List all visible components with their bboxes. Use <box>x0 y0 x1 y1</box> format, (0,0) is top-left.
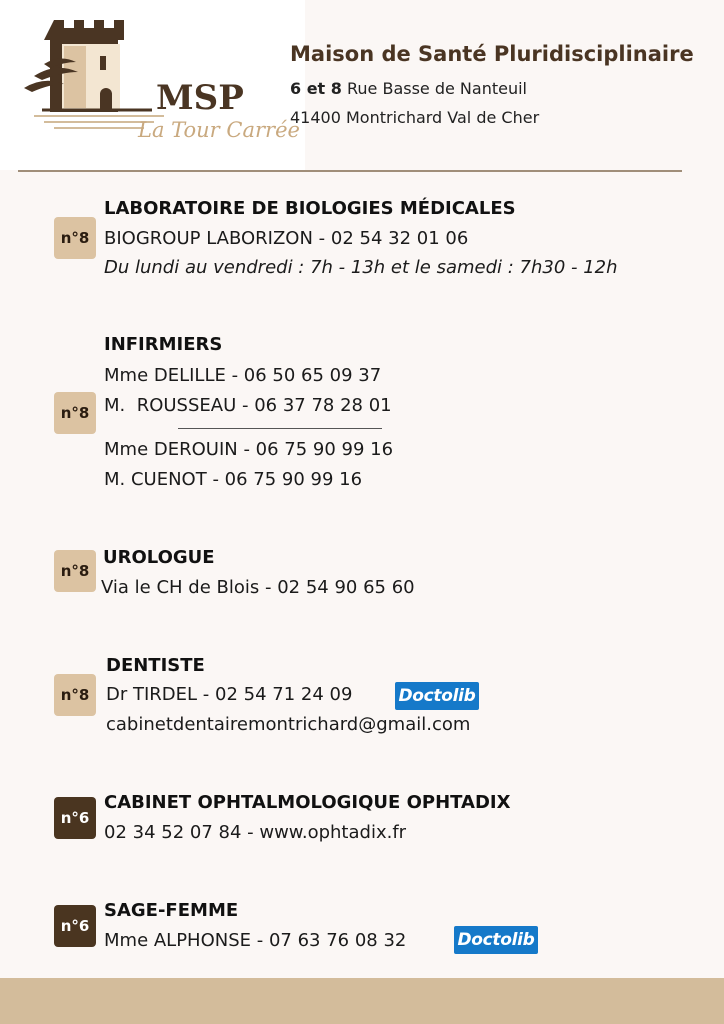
nurse-contact: M. ROUSSEAU - 06 37 78 28 01 <box>104 395 392 416</box>
logo-title: MSP <box>156 78 244 118</box>
urologist-contact: Via le CH de Blois - 02 54 90 65 60 <box>101 577 415 598</box>
nurse-contact: Mme DELILLE - 06 50 65 09 37 <box>104 365 382 386</box>
section-title-midwife: SAGE-FEMME <box>104 900 239 921</box>
building-badge-midwife: n°6 <box>54 905 96 947</box>
lab-hours: Du lundi au vendredi : 7h - 13h et le samedi : 7h30 - 12h <box>104 257 618 278</box>
building-badge-lab: n°8 <box>54 217 96 259</box>
section-title-dentist: DENTISTE <box>106 655 205 676</box>
dentist-email[interactable]: cabinetdentairemontrichard@gmail.com <box>106 714 471 735</box>
midwife-contact: Mme ALPHONSE - 07 63 76 08 32 <box>104 930 407 951</box>
address-city: 41400 Montrichard Val de Cher <box>290 108 540 127</box>
lab-contact: BIOGROUP LABORIZON - 02 54 32 01 06 <box>104 228 469 249</box>
dentist-contact: Dr TIRDEL - 02 54 71 24 09 <box>106 684 353 705</box>
doctolib-button-dentist[interactable]: Doctolib <box>395 682 479 710</box>
section-title-nurses: INFIRMIERS <box>104 334 223 355</box>
header-divider <box>18 170 682 172</box>
nurse-contact: M. CUENOT - 06 75 90 99 16 <box>104 469 363 490</box>
address-street-line <box>290 79 527 98</box>
doctolib-button-midwife[interactable]: Doctolib <box>454 926 538 954</box>
section-title-lab: LABORATOIRE DE BIOLOGIES MÉDICALES <box>104 198 516 219</box>
building-badge-urologist: n°8 <box>54 550 96 592</box>
building-badge-ophthalmology: n°6 <box>54 797 96 839</box>
address-number: 6 et 8 <box>290 79 342 98</box>
ophthalmology-contact: 02 34 52 07 84 - www.ophtadix.fr <box>104 822 407 843</box>
section-title-urologist: UROLOGUE <box>103 547 215 568</box>
address-street: Rue Basse de Nanteuil <box>341 79 527 98</box>
footer-bar <box>0 978 724 1024</box>
section-title-ophthalmology: CABINET OPHTALMOLOGIQUE OPHTADIX <box>104 792 511 813</box>
nurse-contact: Mme DEROUIN - 06 75 90 99 16 <box>104 439 394 460</box>
building-badge-nurses: n°8 <box>54 392 96 434</box>
logo-subtitle: La Tour Carrée <box>138 118 300 142</box>
org-name: Maison de Santé Pluridisciplinaire <box>290 42 694 66</box>
building-badge-dentist: n°8 <box>54 674 96 716</box>
nurse-group-divider <box>178 428 382 429</box>
tower-icon <box>24 20 164 128</box>
